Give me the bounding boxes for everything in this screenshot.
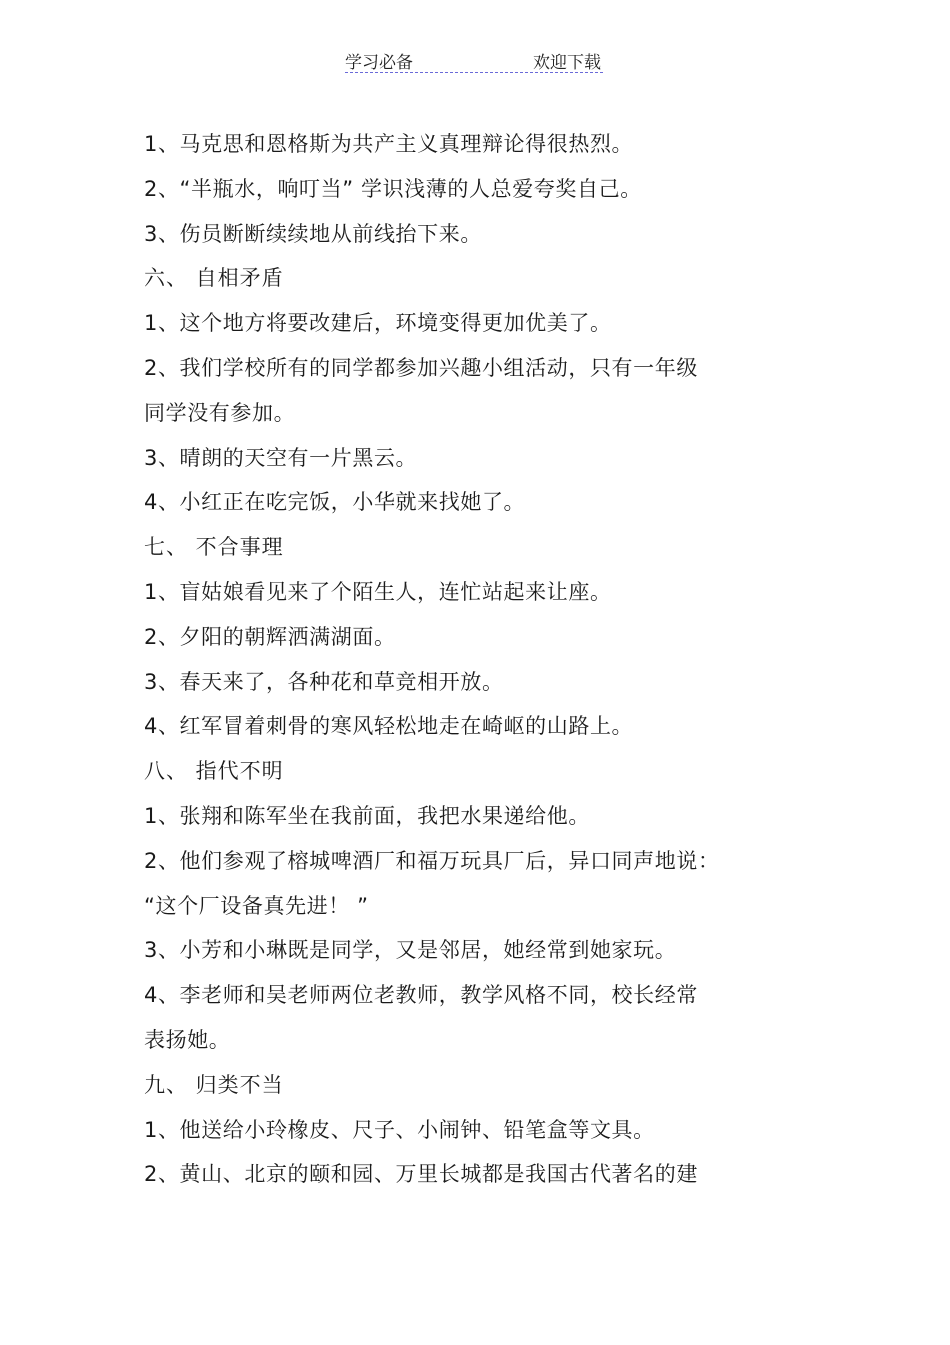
text-line: 4、红军冒着刺骨的寒风轻松地走在崎岖的山路上。 (144, 714, 634, 739)
section-heading: 六、 自相矛盾 (144, 266, 284, 291)
text-line: 3、晴朗的天空有一片黑云。 (144, 445, 418, 470)
text-line: 3、春天来了，各种花和草竞相开放。 (144, 669, 504, 694)
text-line: 1、盲姑娘看见来了个陌生人，连忙站起来让座。 (144, 579, 612, 604)
text-line: 2、黄山、北京的颐和园、万里长城都是我国古代著名的建 (144, 1162, 698, 1187)
text-line: 同学没有参加。 (144, 400, 296, 425)
text-line: 4、李老师和吴老师两位老教师，教学风格不同，校长经常 (144, 983, 698, 1008)
section-heading: 八、 指代不明 (144, 759, 284, 784)
section-heading: 七、 不合事理 (144, 535, 284, 560)
text-line: 4、小红正在吃完饭，小华就来找她了。 (144, 490, 526, 515)
text-line: 1、马克思和恩格斯为共产主义真理辩论得很热烈。 (144, 132, 634, 156)
header-left-text: 学习必备 (345, 53, 413, 73)
text-line: 1、这个地方将要改建后，环境变得更加优美了。 (144, 311, 612, 336)
text-line: 表扬她。 (144, 1027, 231, 1052)
text-line: 2、他们参观了榕城啤酒厂和福万玩具厂后，异口同声地说： (144, 848, 720, 873)
page-header (345, 46, 603, 73)
text-line: “这个厂设备真先进！ ” (144, 893, 369, 918)
text-line: 2、我们学校所有的同学都参加兴趣小组活动，只有一年级 (144, 355, 698, 380)
text-line: 1、他送给小玲橡皮、尺子、小闹钟、铅笔盒等文具。 (144, 1117, 655, 1142)
header-right-text: 欢迎下载 (533, 53, 601, 73)
document-body (144, 122, 764, 1197)
section-heading: 九、 归类不当 (144, 1072, 284, 1097)
text-line: 2、“半瓶水，响叮当” 学识浅薄的人总爱夸奖自己。 (144, 176, 642, 201)
text-line: 1、张翔和陈军坐在我前面，我把水果递给他。 (144, 803, 590, 828)
text-line: 3、小芳和小琳既是同学，又是邻居，她经常到她家玩。 (144, 938, 677, 963)
text-line: 3、伤员断断续续地从前线抬下来。 (144, 221, 482, 246)
text-line: 2、夕阳的朝辉洒满湖面。 (144, 624, 396, 649)
